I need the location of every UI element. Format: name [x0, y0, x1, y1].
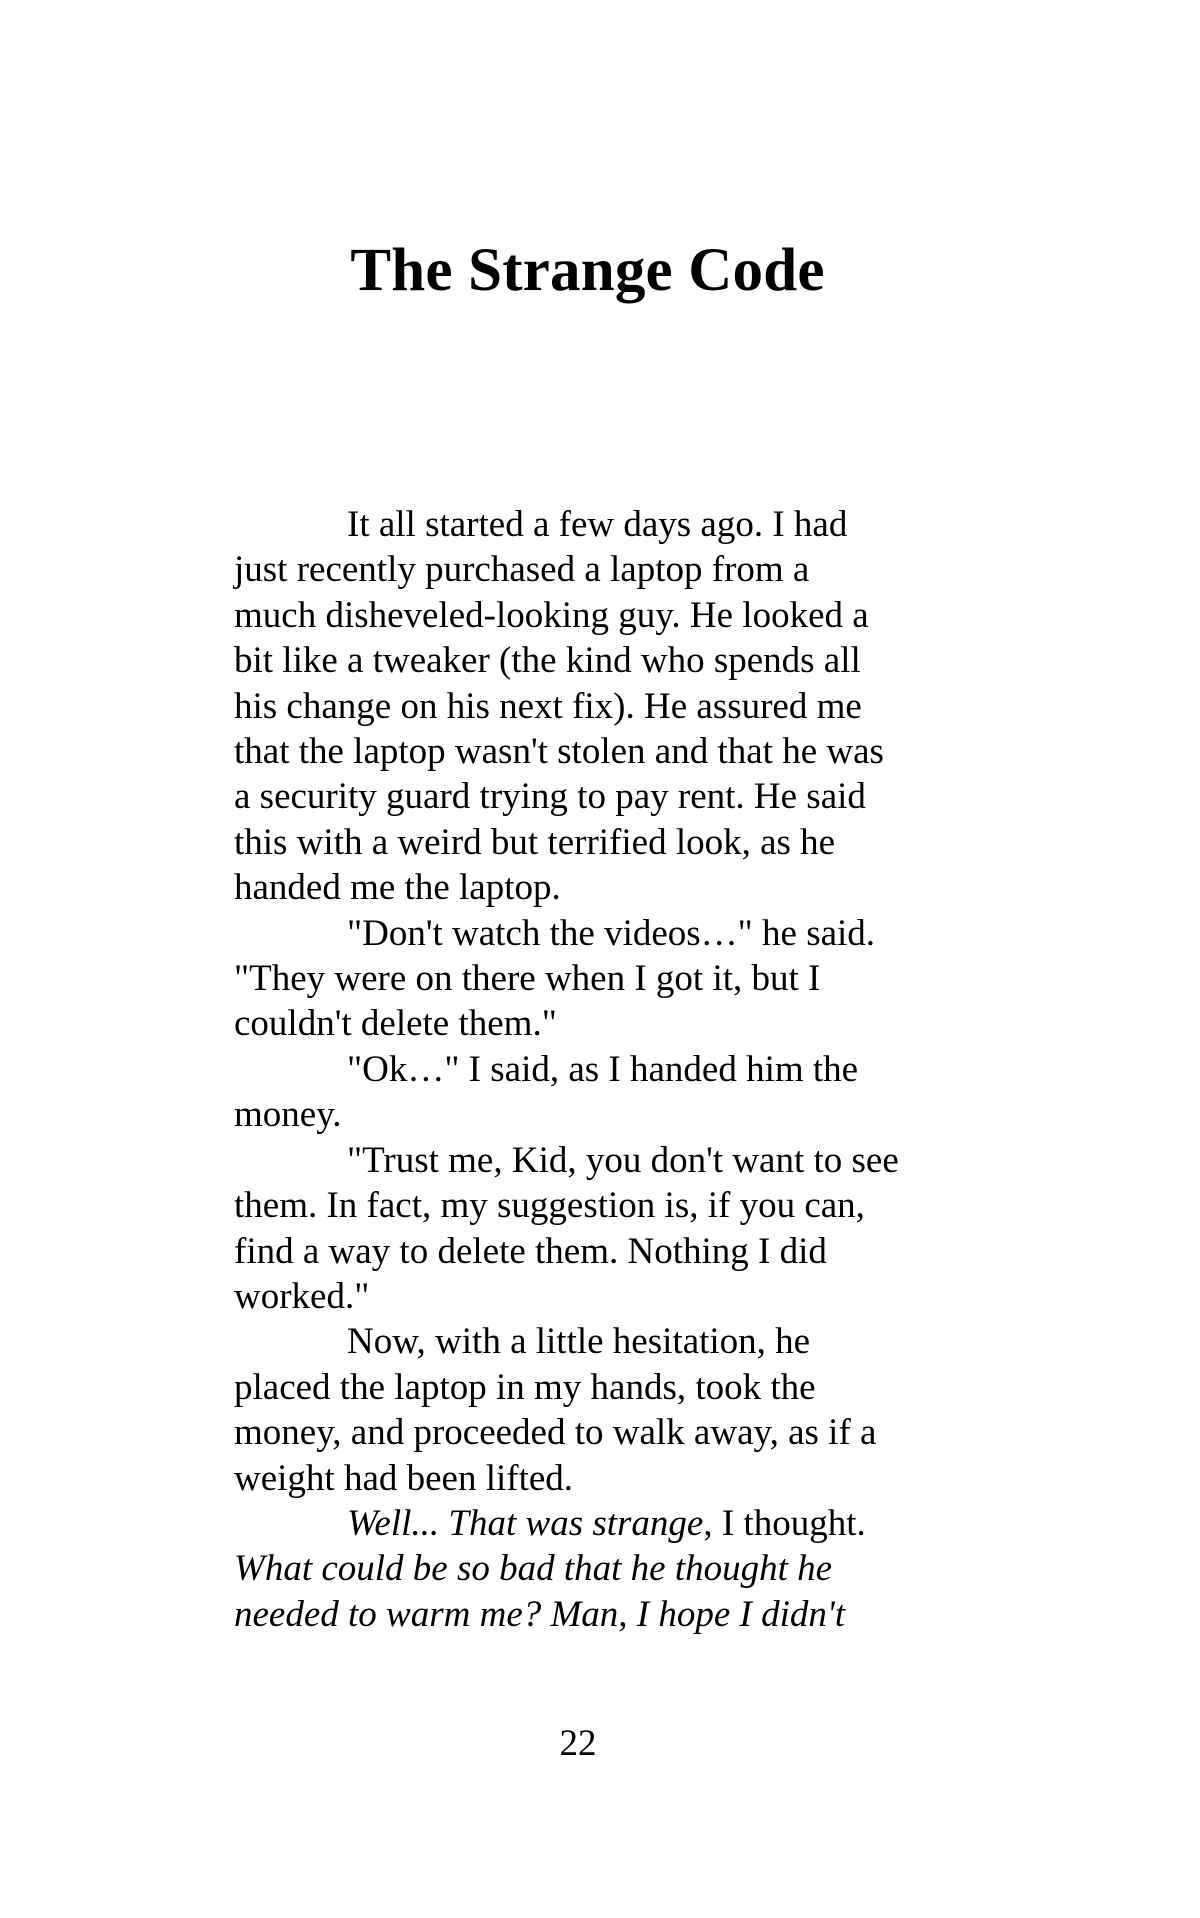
paragraph-1-line-4: bit like a tweaker (the kind who spends all — [234, 640, 861, 682]
paragraph-6-line-1-rest: , I thought. — [703, 1502, 866, 1544]
paragraph-1-line-6: that the laptop wasn't stolen and that he was — [234, 731, 884, 773]
chapter-title: The Strange Code — [350, 237, 825, 304]
paragraph-1-line-7: a security guard trying to pay rent. He said — [234, 776, 866, 818]
paragraph-4-line-2: them. In fact, my suggestion is, if you can, — [234, 1185, 865, 1227]
paragraph-2-line-2: "They were on there when I got it, but I — [234, 958, 821, 1000]
paragraph-3-line-1: "Ok…" I said, as I handed him the — [347, 1048, 859, 1090]
paragraph-1-line-2: just recently purchased a laptop from a — [234, 549, 810, 591]
paragraph-5-line-1: Now, with a little hesitation, he — [347, 1321, 811, 1363]
paragraph-6-line-2: What could be so bad that he thought he — [234, 1548, 833, 1590]
paragraph-1-line-3: much disheveled-looking guy. He looked a — [234, 594, 869, 636]
paragraph-6-italic-thought: Well... That was strange — [347, 1502, 704, 1544]
paragraph-5-line-4: weight had been lifted. — [234, 1457, 574, 1499]
paragraph-6-line-1 — [234, 1501, 954, 1546]
paragraph-6-line-3: needed to warm me? Man, I hope I didn't — [234, 1593, 846, 1635]
paragraph-2-line-1: "Don't watch the videos…" he said. — [347, 912, 876, 954]
paragraph-4-line-4: worked." — [234, 1275, 370, 1317]
paragraph-3-line-2: money. — [234, 1094, 342, 1136]
paragraph-5-line-2: placed the laptop in my hands, took the — [234, 1366, 816, 1408]
paragraph-2-line-3: couldn't delete them." — [234, 1003, 557, 1045]
paragraph-1-line-1: It all started a few days ago. I had — [347, 504, 848, 545]
chapter-body — [234, 502, 954, 1637]
page-number: 22 — [559, 1723, 597, 1764]
paragraph-1-line-5: his change on his next fix). He assured me — [234, 685, 862, 727]
paragraph-4-line-1: "Trust me, Kid, you don't want to see — [347, 1139, 899, 1181]
paragraph-4-line-3: find a way to delete them. Nothing I did — [234, 1230, 827, 1272]
paragraph-1-line-8: this with a weird but terrified look, as he — [234, 821, 836, 863]
paragraph-1-line-9: handed me the laptop. — [234, 867, 561, 909]
paragraph-5-line-3: money, and proceeded to walk away, as if a — [234, 1412, 877, 1454]
